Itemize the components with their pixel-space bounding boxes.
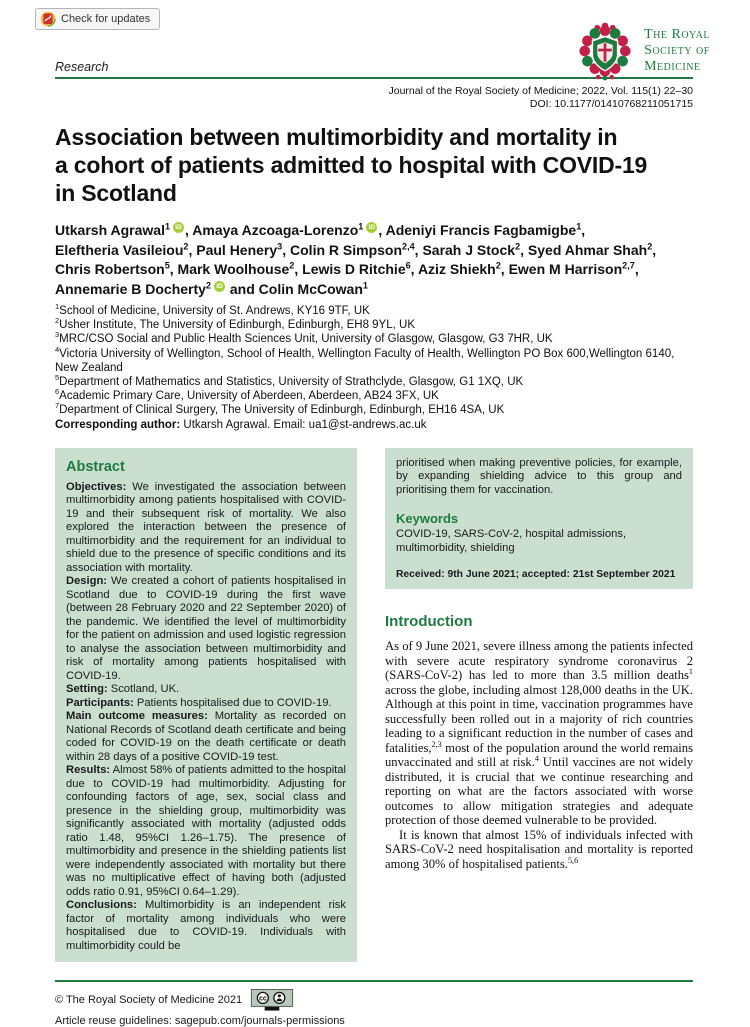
check-for-updates-badge[interactable] xyxy=(35,8,160,30)
right-column xyxy=(385,448,693,963)
affiliation-number: 2 xyxy=(55,316,60,326)
affiliation-text: School of Medicine, University of St. Andrews, KY16 9TF, UK xyxy=(59,305,370,317)
two-column-area xyxy=(55,448,693,963)
rsm-logo-line: Medicine xyxy=(644,59,701,74)
check-for-updates-label: Check for updates xyxy=(61,13,151,25)
author-separator: , xyxy=(500,261,509,277)
affiliation-number: 1 xyxy=(55,302,60,312)
rsm-crest-icon xyxy=(574,22,636,80)
abstract-section-label: Participants: xyxy=(66,696,134,709)
affiliation-number: 4 xyxy=(55,344,60,354)
author-affiliation-sup: 1 xyxy=(362,279,368,290)
abstract-section: Objectives: We investigated the association between multimorbidity among patients hospitalised with COVID-19 and their subsequent risk of mortality. We also explored the interaction between the presence of multimorbidity and the requirement for an individual to shield due to the presence of specific conditions and its association with mortality. xyxy=(66,480,346,574)
author-separator: , xyxy=(188,241,197,258)
introduction-paragraph: It is known that almost 15% of individuals infected with SARS-CoV-2 need hospitalisation and mortality is reported among 30% of hospitalised patients.$^{5,6}$ xyxy=(385,827,693,871)
keywords-heading: Keywords xyxy=(396,511,459,527)
abstract-section: Main outcome measures: Mortality as recorded on National Records of Scotland death certificate and being coded for COVID-19 on the death certificate or death within 28 days of a positive COVID-19 test. xyxy=(66,710,346,763)
author-name: Mark Woolhouse xyxy=(177,261,290,277)
orcid-icon[interactable]: iD xyxy=(366,222,377,233)
abstract-section: Participants: Patients hospitalised due to COVID-19. xyxy=(66,696,332,709)
affiliation-item xyxy=(55,318,693,332)
orcid-icon[interactable]: iD xyxy=(173,222,184,233)
page-footer xyxy=(55,980,693,1027)
author-affiliation-sup: 1 xyxy=(576,221,582,232)
author-separator: , xyxy=(410,261,418,277)
affiliation-item xyxy=(55,344,693,375)
abstract-section-label: Conclusions: xyxy=(66,899,137,912)
author-name: Syed Ahmar Shah xyxy=(527,241,648,258)
author-separator: , xyxy=(294,261,303,277)
author-line xyxy=(55,241,693,261)
affiliation-item xyxy=(55,304,693,318)
affiliation-item xyxy=(55,403,693,417)
affiliation-text: MRC/CSO Social and Public Health Sciences Unit, University of Glasgow, Glasgow, G3 7HR, UK xyxy=(59,333,553,346)
abstract-section-label: Setting: xyxy=(66,683,108,696)
section-label: Research xyxy=(55,60,109,74)
author-separator: , xyxy=(581,222,586,238)
author-separator: , xyxy=(414,241,423,258)
title-line: in Scotland xyxy=(55,180,177,206)
abstract-sections xyxy=(66,481,346,954)
affiliation-number: 5 xyxy=(55,373,60,383)
author-affiliation-sup: 3 xyxy=(277,240,283,251)
corresponding-author-label: Corresponding author: xyxy=(55,418,181,431)
footer-rule xyxy=(55,980,693,982)
author-affiliation-sup: 2,4 xyxy=(402,240,415,251)
introduction-paragraph: As of 9 June 2021, severe illness among the patients infected with severe acute respiratory syndrome coronavirus 2 (SARS-CoV-2) has led to more than 3.5 million deaths$^1$ across the globe, including almost 128,000 deaths in the UK. Although at this point in time, vaccination programmes have successfully been rolled out in a majority of rich countries leading to a significant reduction in the number of cases and fatalities,$^{2,3}$ most of the population around the world remains unvaccinated and still at risk.$^4$ Until vaccines are not widely distributed, it is crucial that we continue researching and reporting on what are the factors associated with worse outcomes to allow mitigation strategies and adequate protection of those deemed vulnerable to be provided. xyxy=(385,639,693,828)
crossmark-icon xyxy=(40,11,56,27)
abstract-continuation-box xyxy=(385,448,693,590)
cc-by-license-icon[interactable] xyxy=(250,989,294,1011)
affiliation-item xyxy=(55,332,693,346)
abstract-continuation: prioritised when making preventive policies, for example, by expanding shielding advice to this group and prioritising them for vaccination. xyxy=(396,456,682,496)
author-affiliation-sup: 2,7 xyxy=(622,260,635,271)
author-name: Aziz Shiekh xyxy=(417,261,496,277)
author-affiliation-sup: 2 xyxy=(515,240,521,251)
introduction-section xyxy=(385,613,693,871)
affiliation-item xyxy=(55,375,693,389)
author-name: Lewis D Ritchie xyxy=(302,261,406,277)
author-separator: , xyxy=(169,261,178,277)
author-name: Utkarsh Agrawal xyxy=(55,222,165,238)
rsm-logo-text xyxy=(644,27,710,75)
author-affiliation-sup: 2 xyxy=(183,240,189,251)
author-name: Ewen M Harrison xyxy=(508,261,623,277)
author-separator: , xyxy=(634,261,639,277)
author-separator: , xyxy=(652,241,657,258)
corresponding-author-text: Utkarsh Agrawal. Email: ua1@st-andrews.ac.uk xyxy=(180,418,427,431)
title-line: Association between multimorbidity and mortality in xyxy=(55,124,618,150)
author-name: Amaya Azcoaga-Lorenzo xyxy=(192,222,359,238)
author-affiliation-sup: 1 xyxy=(164,221,171,232)
author-separator: , xyxy=(185,222,193,238)
abstract-section-label: Design: xyxy=(66,575,108,588)
author-block xyxy=(55,221,693,299)
author-affiliation-sup: 2 xyxy=(289,260,295,271)
abstract-heading: Abstract xyxy=(66,458,125,475)
abstract-section: Conclusions: Multimorbidity is an independent risk factor of mortality among individuals who were hospitalised due to COVID-19. Individuals with multimorbidity could be xyxy=(66,899,346,952)
author-separator: , xyxy=(520,241,528,258)
reuse-guidelines: Article reuse guidelines: sagepub.com/journals-permissions xyxy=(55,1014,345,1027)
introduction-paragraphs xyxy=(385,639,693,871)
left-column xyxy=(55,448,357,963)
keywords-text: COVID-19, SARS-CoV-2, hospital admissions, multimorbidity, shielding xyxy=(396,528,627,554)
abstract-section: Setting: Scotland, UK. xyxy=(66,683,180,696)
title-line: a cohort of patients admitted to hospital with COVID-19 xyxy=(55,152,648,178)
author-name: Chris Robertson xyxy=(55,261,165,277)
citation-doi: DOI: 10.1177/01410768211051715 xyxy=(529,98,693,110)
affiliation-item xyxy=(55,389,693,403)
svg-text:cc: cc xyxy=(259,995,267,1003)
affiliation-text: Academic Primary Care, University of Aberdeen, Aberdeen, AB24 3FX, UK xyxy=(59,390,439,403)
abstract-section: Results: Almost 58% of patients admitted to the hospital due to COVID-19 had multimorbidity. Adjusting for confounding factors of age, sex, social class and presence in the shielding group, multimorbidity was significantly associated with mortality (adjusted odds ratio 1.48, 95%CI 1.26–1.75). The presence of multimorbidity and presence in the shielding patients list were independently associated with mortality but there was no multiplicative effect of having both (adjusted odds ratio 0.91, 95%CI 0.64–1.29). xyxy=(66,764,346,898)
author-affiliation-sup: 2 xyxy=(647,240,653,251)
rsm-logo xyxy=(574,22,710,80)
abstract-section-label: Results: xyxy=(66,764,111,777)
author-line xyxy=(55,221,693,241)
author-name: Eleftheria Vasileiou xyxy=(55,241,184,258)
author-affiliation-sup: 2 xyxy=(205,279,211,290)
citation-line: Journal of the Royal Society of Medicine; 2022, Vol. 115(1) 22–30 xyxy=(388,85,693,97)
author-affiliation-sup: 1 xyxy=(358,221,364,232)
author-name: Colin McCowan xyxy=(258,280,363,297)
copyright-text: © The Royal Society of Medicine 2021 xyxy=(55,993,243,1006)
affiliation-number: 3 xyxy=(55,330,60,340)
received-accepted-line: Received: 9th June 2021; accepted: 21st September 2021 xyxy=(396,569,676,581)
affiliation-text: Department of Clinical Surgery, The University of Edinburgh, Edinburgh, EH16 4SA, UK xyxy=(59,404,505,417)
abstract-section-label: Objectives: xyxy=(66,480,127,493)
rsm-logo-line: Society of xyxy=(644,43,710,58)
article-title xyxy=(55,123,693,207)
affiliation-text: Usher Institute, The University of Edinburgh, Edinburgh, EH8 9YL, UK xyxy=(59,319,415,332)
corresponding-author xyxy=(55,418,693,432)
affiliation-number: 6 xyxy=(55,387,60,397)
author-affiliation-sup: 6 xyxy=(405,260,411,271)
author-name: Colin R Simpson xyxy=(290,241,403,258)
affiliation-text: Victoria University of Wellington, School of Health, Wellington Faculty of Health, Wellington PO Box 600,Wellington 6140, New Zealand xyxy=(55,347,675,374)
author-separator: , xyxy=(282,241,291,258)
author-name: Adeniyi Francis Fagbamigbe xyxy=(385,222,577,238)
affiliation-list xyxy=(55,304,693,418)
introduction-heading: Introduction xyxy=(385,613,473,631)
author-separator: and xyxy=(226,280,259,297)
affiliation-number: 7 xyxy=(55,401,60,411)
author-line xyxy=(55,280,693,300)
journal-citation xyxy=(55,85,693,111)
author-name: Sarah J Stock xyxy=(422,241,516,258)
orcid-icon[interactable]: iD xyxy=(214,281,225,292)
abstract-section-label: Main outcome measures: xyxy=(66,710,208,723)
author-line xyxy=(55,260,693,280)
rsm-logo-line: The Royal xyxy=(644,27,710,42)
author-name: Paul Henery xyxy=(196,241,278,258)
abstract-box xyxy=(55,448,357,963)
abstract-section: Design: We created a cohort of patients hospitalised in Scotland due to COVID-19 during the first wave (between 28 February 2020 and 22 September 2020) of the pandemic. We identified the level of multimorbidity for the patient on admission and used logistic regression to analyse the association between multimorbidity and risk of mortality among patients hospitalised with COVID-19. xyxy=(66,575,346,682)
affiliation-text: Department of Mathematics and Statistics, University of Strathclyde, Glasgow, G1 1XQ, UK xyxy=(59,376,524,389)
author-name: Annemarie B Docherty xyxy=(55,280,206,297)
author-affiliation-sup: 5 xyxy=(164,260,170,271)
author-affiliation-sup: 2 xyxy=(495,260,501,271)
author-separator: , xyxy=(378,222,386,238)
